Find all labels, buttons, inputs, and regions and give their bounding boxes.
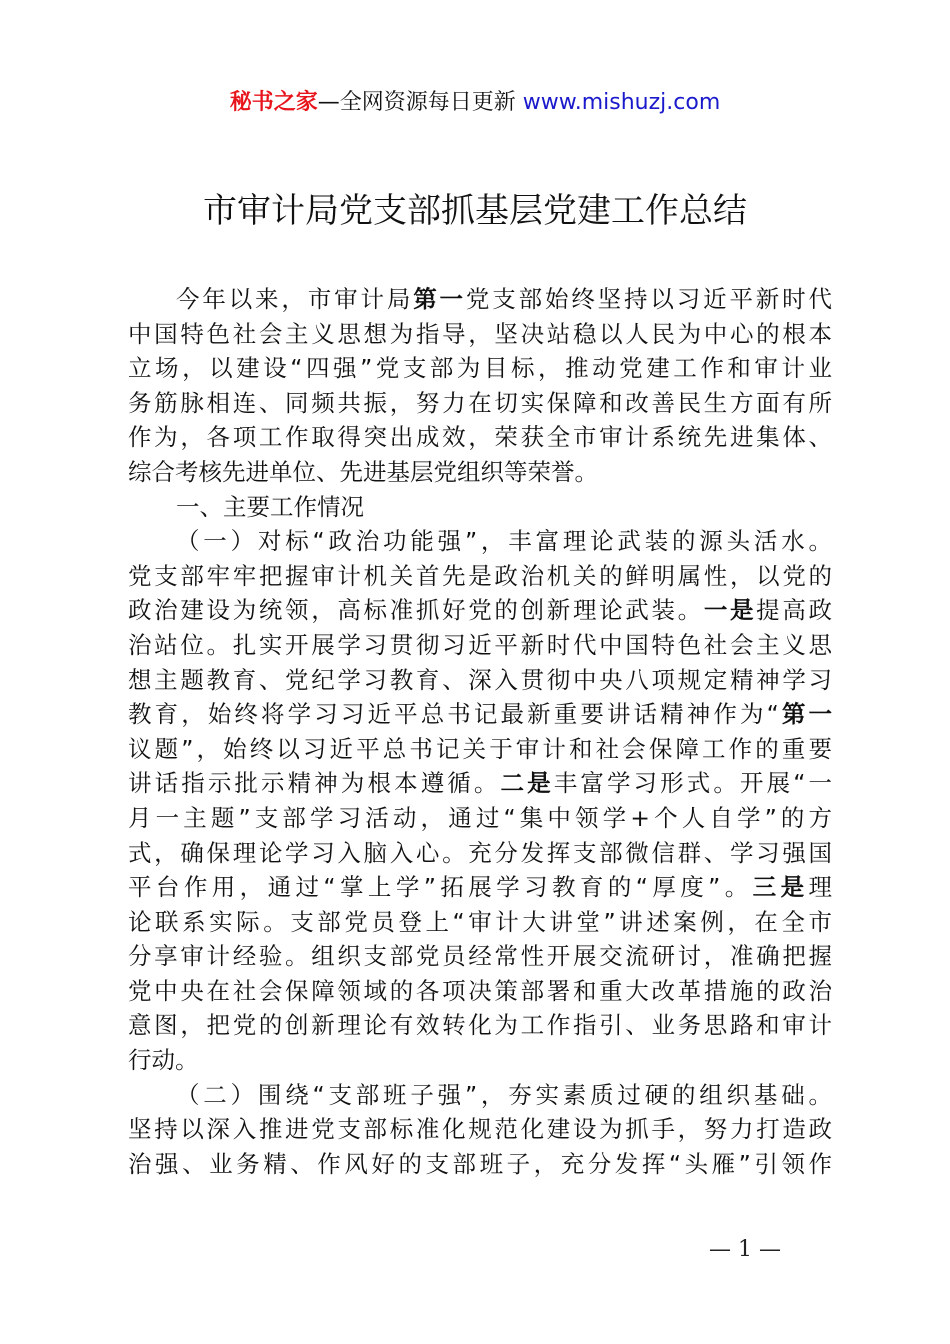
- text-segment: 丰富学习形式。开展“一: [553, 769, 832, 798]
- text-line: [128, 801, 832, 836]
- text-segment: 务筋脉相连、同频共振，努力在切实保障和改善民生方面有所: [128, 388, 832, 417]
- banner-slogan: —全网资源每日更新: [317, 90, 523, 115]
- text-segment: 月一主题”支部学习活动，通过“集中领学+个人自学”的方: [128, 803, 832, 832]
- site-url-link[interactable]: www.mishuzj.com: [522, 90, 721, 115]
- text-segment: 政治建设为统领，高标准抓好党的创新理论武装。: [128, 596, 704, 625]
- text-segment: 提高政: [756, 596, 833, 625]
- text-segment: 议题”，始终以习近平总书记关于审计和社会保障工作的重要: [128, 734, 832, 763]
- text-line: [128, 905, 832, 940]
- text-line: [128, 836, 832, 871]
- bold-text: 三是: [752, 873, 809, 902]
- brand-name: 秘书之家: [229, 90, 318, 115]
- text-line: [128, 939, 832, 974]
- text-segment: 今年以来，市审计局: [176, 285, 414, 313]
- text-line: [128, 593, 832, 628]
- text-segment: （一）对标“政治功能强”，丰富理论武装的源头活水。: [176, 527, 832, 556]
- bold-text: 一是: [703, 596, 757, 625]
- text-line: [128, 974, 832, 1009]
- text-segment: 教育，始终将学习习近平总书记最新重要讲话精神作为“: [128, 700, 779, 729]
- text-line: [128, 455, 832, 490]
- text-line: [128, 490, 832, 525]
- bold-text: 第一: [413, 285, 466, 313]
- text-segment: 讲话指示批示精神为根本遵循。: [128, 769, 501, 798]
- text-line: [128, 1112, 832, 1147]
- text-segment: 党支部牢牢把握审计机关首先是政治机关的鲜明属性，以党的: [128, 561, 832, 590]
- text-segment: 综合考核先进单位、先进基层党组织等荣誉。: [128, 457, 598, 486]
- text-line: [128, 1147, 832, 1182]
- text-segment: 党支部始终坚持以习近平新时代: [465, 285, 833, 313]
- text-segment: 行动。: [128, 1046, 199, 1075]
- site-banner: [0, 88, 950, 118]
- text-segment: 作为，各项工作取得突出成效，荣获全市审计系统先进集体、: [128, 423, 832, 452]
- text-segment: 一、主要工作情况: [176, 492, 364, 521]
- text-line: [128, 1008, 832, 1043]
- text-segment: 中国特色社会主义思想为指导，坚决站稳以人民为中心的根本: [128, 319, 832, 348]
- text-line: [128, 420, 832, 455]
- text-segment: 坚持以深入推进党支部标准化规范化建设为抓手，努力打造政: [128, 1115, 832, 1144]
- text-line: [128, 282, 832, 317]
- text-segment: （二）围绕“支部班子强”，夯实素质过硬的组织基础。: [176, 1080, 832, 1109]
- page-number: — 1 —: [709, 1237, 781, 1262]
- text-segment: 党中央在社会保障领域的各项决策部署和重大改革措施的政治: [128, 976, 832, 1005]
- text-line: [128, 628, 832, 663]
- text-segment: 分享审计经验。组织支部党员经常性开展交流研讨，准确把握: [128, 942, 832, 971]
- text-line: [128, 351, 832, 386]
- document-title: 市审计局党支部抓基层党建工作总结: [203, 191, 747, 231]
- text-line: [128, 386, 832, 421]
- text-line: [128, 870, 832, 905]
- bold-text: 二是: [500, 769, 554, 798]
- text-segment: 理: [808, 873, 833, 902]
- text-segment: 论联系实际。支部党员登上“审计大讲堂”讲述案例，在全市: [128, 907, 832, 936]
- text-segment: 治站位。扎实开展学习贯彻习近平新时代中国特色社会主义思: [128, 630, 832, 659]
- text-line: [128, 1078, 832, 1113]
- text-line: [128, 766, 832, 801]
- text-line: [128, 317, 832, 352]
- text-segment: 式，确保理论学习入脑入心。充分发挥支部微信群、学习强国: [128, 838, 832, 867]
- text-segment: 治强、业务精、作风好的支部班子，充分发挥“头雁”引领作: [128, 1149, 832, 1178]
- text-line: [128, 732, 832, 767]
- text-line: [128, 1043, 832, 1078]
- text-segment: 平台作用，通过“掌上学”拓展学习教育的“厚度”。: [128, 873, 753, 902]
- text-line: [128, 663, 832, 698]
- text-line: [128, 559, 832, 594]
- bold-text: 第一: [778, 700, 832, 729]
- document-body: [128, 282, 832, 1181]
- text-segment: 意图，把党的创新理论有效转化为工作指引、业务思路和审计: [128, 1011, 832, 1040]
- text-line: [128, 697, 832, 732]
- text-segment: 立场，以建设“四强”党支部为目标，推动党建工作和审计业: [128, 354, 832, 383]
- text-segment: 想主题教育、党纪学习教育、深入贯彻中央八项规定精神学习: [128, 665, 832, 694]
- text-line: [128, 524, 832, 559]
